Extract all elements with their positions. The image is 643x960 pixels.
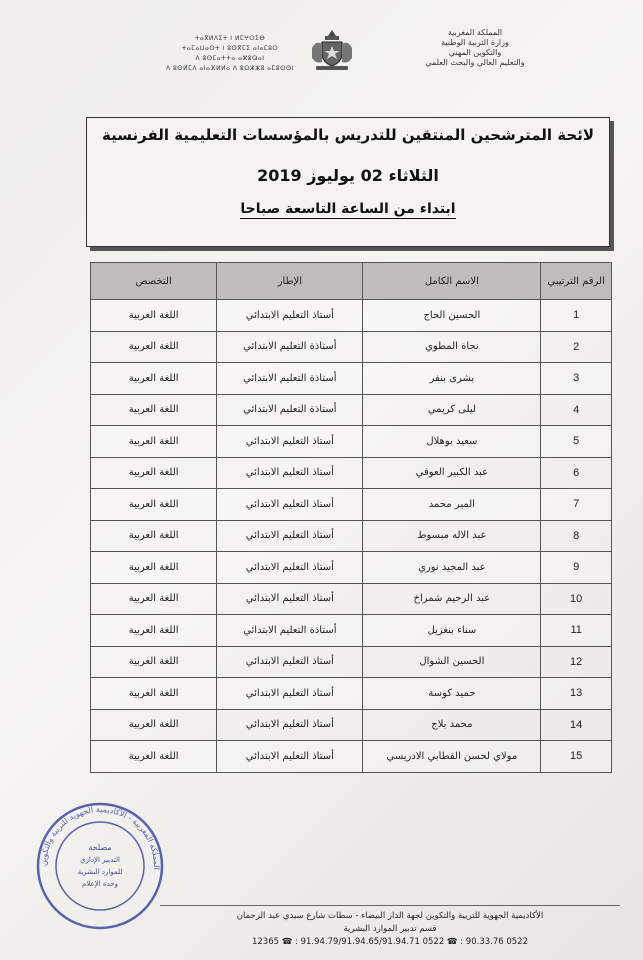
table-row — [91, 300, 612, 332]
col-header-rank: الرقم الترتيبي — [541, 263, 612, 300]
header-tifinagh — [150, 34, 310, 74]
footer-line-address: الأكاديمية الجهوية للتربية والتكوين لجهة الدار البيضاء - سطات شارع سيدي عبد الرحمان — [236, 911, 544, 921]
col-header-frame: الإطار — [217, 263, 363, 300]
cell-frame: أستاذ التعليم الابتدائي — [217, 646, 363, 678]
cell-name: سناء بنغزيل — [363, 615, 541, 647]
cell-frame: أستاذة التعليم الابتدائي — [217, 363, 363, 395]
header-right-line: والتكوين المهني — [448, 48, 502, 57]
header-ministry — [400, 28, 550, 68]
cell-rank: 3 — [541, 363, 612, 395]
header-right-line: المملكة المغربية — [447, 28, 503, 37]
cell-rank: 13 — [541, 678, 612, 710]
time-subtitle: ابتداء من الساعة التاسعة صباحا — [240, 201, 456, 217]
candidates-table — [90, 262, 612, 773]
cell-specialty: اللغة العربية — [91, 552, 217, 584]
cell-frame: أستاذ التعليم الابتدائي — [217, 426, 363, 458]
cell-name: محمد بلاج — [363, 709, 541, 741]
cell-rank: 7 — [541, 489, 612, 521]
footer-line-contact: 0522 90.33.76 : ☎ 0522 91.94.79/91.94.65/91.94.71 : ☎ 12365 — [251, 937, 528, 947]
table-row — [91, 363, 612, 395]
coat-of-arms-icon — [308, 28, 356, 72]
cell-rank: 1 — [541, 300, 612, 332]
cell-rank: 4 — [541, 394, 612, 426]
table-row — [91, 552, 612, 584]
cell-rank: 11 — [541, 615, 612, 647]
cell-frame: أستاذة التعليم الابتدائي — [217, 394, 363, 426]
table-row — [91, 489, 612, 521]
header-left-line: ⴷ ⵓⵙⵎⴰⵜⵜⴰ ⴰⵣⵓⵕⴰⵏ — [195, 55, 265, 62]
cell-specialty: اللغة العربية — [91, 741, 217, 773]
footer-line-department: قسم تدبير الموارد البشرية — [343, 924, 437, 934]
cell-name: حميد كوسة — [363, 678, 541, 710]
cell-name: عبد المجيد نوري — [363, 552, 541, 584]
table-row — [91, 583, 612, 615]
table-row — [91, 678, 612, 710]
cell-specialty: اللغة العربية — [91, 583, 217, 615]
cell-rank: 6 — [541, 457, 612, 489]
table-row — [91, 457, 612, 489]
cell-specialty: اللغة العربية — [91, 331, 217, 363]
cell-rank: 9 — [541, 552, 612, 584]
header-right-line: وزارة التربية الوطنية — [441, 38, 509, 47]
cell-name: عبد الكبير العوفي — [363, 457, 541, 489]
stamp-outer-text: المملكة المغربية - الأكاديمية الجهوية للتربية والتكوين — [38, 804, 162, 871]
cell-rank: 15 — [541, 741, 612, 773]
cell-name: الحسين الحاج — [363, 300, 541, 332]
footer-address — [160, 905, 620, 949]
table-row — [91, 709, 612, 741]
page-title: لائحة المترشحين المنتقين للتدريس بالمؤسسات التعليمية الفرنسية — [102, 126, 594, 144]
header-left-line: ⵜⴰⵎⴰⵡⴰⵙⵜ ⵏ ⵓⵙⴳⵎⵉ ⴰⵏⴰⵎⵓⵔ — [181, 45, 279, 52]
table-row — [91, 331, 612, 363]
col-header-name: الاسم الكامل — [363, 263, 541, 300]
cell-specialty: اللغة العربية — [91, 363, 217, 395]
cell-rank: 2 — [541, 331, 612, 363]
table-row — [91, 394, 612, 426]
cell-name: سعيد بوهلال — [363, 426, 541, 458]
cell-specialty: اللغة العربية — [91, 709, 217, 741]
cell-name: الحسين الشوال — [363, 646, 541, 678]
stamp-line: للموارد البشرية — [77, 868, 123, 876]
stamp-line: وحدة الإعلام — [82, 880, 118, 888]
cell-rank: 12 — [541, 646, 612, 678]
cell-rank: 14 — [541, 709, 612, 741]
date-title: الثلاثاء 02 يوليوز 2019 — [257, 166, 439, 185]
cell-specialty: اللغة العربية — [91, 678, 217, 710]
header-left-line: ⵜⴰⴳⵍⴷⵉⵜ ⵏ ⵍⵎⵖⵔⵉⴱ — [194, 35, 266, 42]
table-header-row — [91, 263, 612, 300]
cell-specialty: اللغة العربية — [91, 520, 217, 552]
cell-frame: أستاذة التعليم الابتدائي — [217, 615, 363, 647]
cell-frame: أستاذ التعليم الابتدائي — [217, 741, 363, 773]
cell-frame: أستاذ التعليم الابتدائي — [217, 709, 363, 741]
cell-frame: أستاذ التعليم الابتدائي — [217, 552, 363, 584]
cell-specialty: اللغة العربية — [91, 489, 217, 521]
cell-specialty: اللغة العربية — [91, 646, 217, 678]
cell-name: المير محمد — [363, 489, 541, 521]
cell-name: ليلى كريمي — [363, 394, 541, 426]
cell-specialty: اللغة العربية — [91, 457, 217, 489]
cell-name: عبد الاله مبسوط — [363, 520, 541, 552]
cell-name: عبد الرحيم شمراخ — [363, 583, 541, 615]
stamp-line: مصلحة — [88, 843, 112, 852]
table-row — [91, 615, 612, 647]
col-header-specialty: التخصص — [91, 263, 217, 300]
cell-rank: 10 — [541, 583, 612, 615]
cell-frame: أستاذ التعليم الابتدائي — [217, 489, 363, 521]
cell-specialty: اللغة العربية — [91, 426, 217, 458]
cell-name: مولاي لحسن القطابي الادريسي — [363, 741, 541, 773]
cell-specialty: اللغة العربية — [91, 615, 217, 647]
cell-rank: 5 — [541, 426, 612, 458]
table-row — [91, 646, 612, 678]
cell-rank: 8 — [541, 520, 612, 552]
header-left-line: ⴷ ⵓⵙⵍⵎⴷ ⴰⵏⴰⴼⵍⵍⴰ ⴷ ⵓⵔⵣⵣⵓ ⴰⵎⵓⵙⵙⵏ — [165, 65, 294, 72]
cell-frame: أستاذ التعليم الابتدائي — [217, 520, 363, 552]
cell-specialty: اللغة العربية — [91, 300, 217, 332]
header-right-line: والتعليم العالي والبحث العلمي — [425, 58, 525, 67]
cell-frame: أستاذ التعليم الابتدائي — [217, 457, 363, 489]
cell-frame: أستاذ التعليم الابتدائي — [217, 300, 363, 332]
table-row — [91, 426, 612, 458]
cell-name: بشرى بنفر — [363, 363, 541, 395]
table-row — [91, 520, 612, 552]
official-stamp-icon — [34, 800, 166, 932]
cell-name: نجاة المطوي — [363, 331, 541, 363]
stamp-line: التدبير الإداري — [80, 856, 120, 864]
cell-frame: أستاذ التعليم الابتدائي — [217, 678, 363, 710]
title-box — [86, 117, 610, 247]
cell-frame: أستاذة التعليم الابتدائي — [217, 331, 363, 363]
cell-frame: أستاذ التعليم الابتدائي — [217, 583, 363, 615]
table-row — [91, 741, 612, 773]
cell-specialty: اللغة العربية — [91, 394, 217, 426]
